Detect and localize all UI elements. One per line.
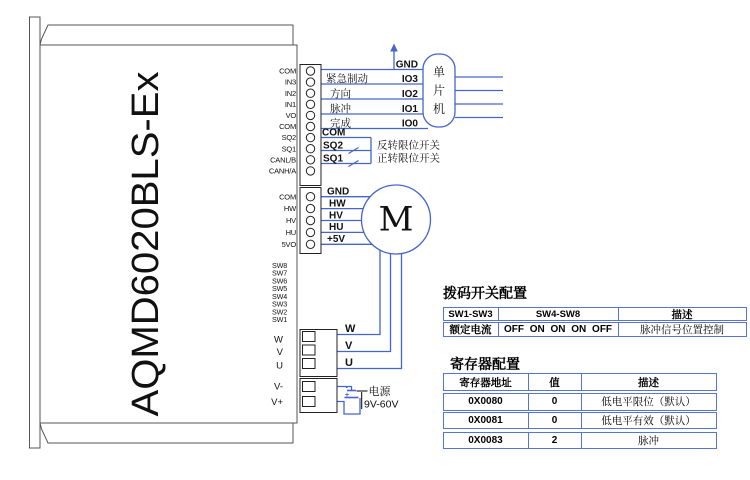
battery-plus-sign: + xyxy=(345,392,350,399)
sw-label: SW6 xyxy=(272,276,287,286)
pin-label: IN2 xyxy=(284,88,296,98)
pin-label: U xyxy=(276,360,283,372)
motor-hw-label: HW xyxy=(329,198,346,210)
pin-label: HV xyxy=(285,216,296,226)
driver-body xyxy=(40,45,297,423)
reg-desc: 低电平限位（默认） xyxy=(581,394,716,410)
phase-u-label: U xyxy=(345,357,353,369)
sw-label: SW4 xyxy=(272,292,287,301)
reg-value: 0 xyxy=(528,413,581,428)
reverse-limit-switch-label: 反转限位开关 xyxy=(377,139,440,152)
signal-label-done: 完成 xyxy=(330,117,351,130)
device-model-label: AQMD6020BLS-Ex xyxy=(125,89,167,417)
reg-header-desc: 描述 xyxy=(581,374,716,390)
pin-label: V xyxy=(276,346,283,358)
pin-label: W xyxy=(274,334,283,346)
reg-value: 2 xyxy=(528,433,581,448)
motor-hv-label: HV xyxy=(329,210,343,222)
reg-header-value: 值 xyxy=(528,374,581,390)
register-row-2 xyxy=(443,412,717,429)
reg-header-address: 寄存器地址 xyxy=(459,376,512,389)
dip-switch-table xyxy=(443,307,747,337)
mcu-char-3: 机 xyxy=(432,102,446,116)
power-supply-label: 电源 xyxy=(368,386,391,398)
register-table-title: 寄存器配置 xyxy=(450,356,520,372)
sw-label: SW1 xyxy=(272,315,287,325)
reg-address: 0X0081 xyxy=(468,414,503,426)
reg-address: 0X0083 xyxy=(468,434,503,446)
reg-desc: 低电平有效（默认） xyxy=(581,413,716,428)
pin-label: VO xyxy=(285,111,296,120)
register-row-3 xyxy=(443,432,717,449)
bottom-mounting-tab xyxy=(40,423,293,443)
sw-label: SW2 xyxy=(272,307,287,317)
dip-table-title: 拨码开关配置 xyxy=(443,285,527,301)
reg-desc: 脉冲 xyxy=(581,433,716,448)
dip-cell-switch-states: OFF ON ON ON OFF xyxy=(498,323,618,336)
phase-v-label: V xyxy=(345,340,353,352)
register-row-1 xyxy=(443,393,717,411)
com-label: COM xyxy=(322,127,346,139)
io3-label: IO3 xyxy=(401,74,418,85)
dip-header-sw1-sw3: SW1-SW3 xyxy=(448,308,493,320)
dip-cell-rated-current: 额定电流 xyxy=(449,324,492,336)
signal-label-direction: 方向 xyxy=(330,88,351,100)
dip-header-sw4-sw8: SW4-SW8 xyxy=(498,308,618,320)
pin-label: SQ1 xyxy=(281,144,296,154)
sw-label: SW7 xyxy=(272,268,287,278)
mcu-char-1: 单 xyxy=(432,65,446,79)
battery-minus-sign: - xyxy=(345,384,348,392)
motor-hu-label: HU xyxy=(329,222,344,234)
sq2-label: SQ2 xyxy=(323,140,344,152)
pin-label: HU xyxy=(285,228,296,237)
motor-5v-label: +5V xyxy=(327,234,346,246)
signal-label-pulse: 脉冲 xyxy=(330,103,351,115)
dip-table-data-row xyxy=(443,322,747,337)
io2-label: IO2 xyxy=(401,89,418,100)
mcu-char-2: 片 xyxy=(432,83,446,98)
pin-label: IN3 xyxy=(284,77,296,87)
gnd-label: GND xyxy=(395,59,418,71)
pin-label: IN1 xyxy=(284,99,296,109)
motor-symbol: M xyxy=(378,199,414,240)
dip-header-desc: 描述 xyxy=(618,308,746,320)
signal-label-brake: 紧急制动 xyxy=(326,73,368,85)
io1-label: IO1 xyxy=(401,104,418,115)
register-header-row xyxy=(443,373,717,391)
dip-cell-desc: 脉冲信号位置控制 xyxy=(618,323,746,336)
pin-label: 5VO xyxy=(281,239,296,249)
heatsink-bar xyxy=(30,17,41,448)
dip-table-header-row xyxy=(443,307,747,321)
pin-label: V- xyxy=(274,381,283,393)
io0-label: IO0 xyxy=(401,118,418,130)
pin-label: COM xyxy=(279,66,296,76)
pin-label: CANL/B xyxy=(270,155,296,165)
pin-label: V+ xyxy=(271,396,283,408)
pin-label: HW xyxy=(283,204,296,214)
reg-address: 0X0080 xyxy=(468,396,503,407)
sw-label: SW5 xyxy=(272,284,287,294)
register-table xyxy=(443,373,717,449)
forward-limit-switch-label: 正转限位开关 xyxy=(377,152,440,165)
reg-value: 0 xyxy=(528,394,581,410)
motor-gnd-label: GND xyxy=(327,186,350,198)
top-mounting-tab xyxy=(40,25,293,45)
phase-w-label: W xyxy=(345,323,356,335)
power-voltage-range: 9V-60V xyxy=(364,398,399,411)
pin-label: COM xyxy=(279,122,296,132)
pin-label: CANH/A xyxy=(268,166,296,176)
dip-switch-labels xyxy=(272,261,287,324)
pin-label: SQ2 xyxy=(281,133,296,143)
pin-label: COM xyxy=(279,192,296,202)
sw-label: SW3 xyxy=(272,299,287,309)
sw-label: SW8 xyxy=(272,261,287,270)
sq1-label: SQ1 xyxy=(323,153,344,165)
